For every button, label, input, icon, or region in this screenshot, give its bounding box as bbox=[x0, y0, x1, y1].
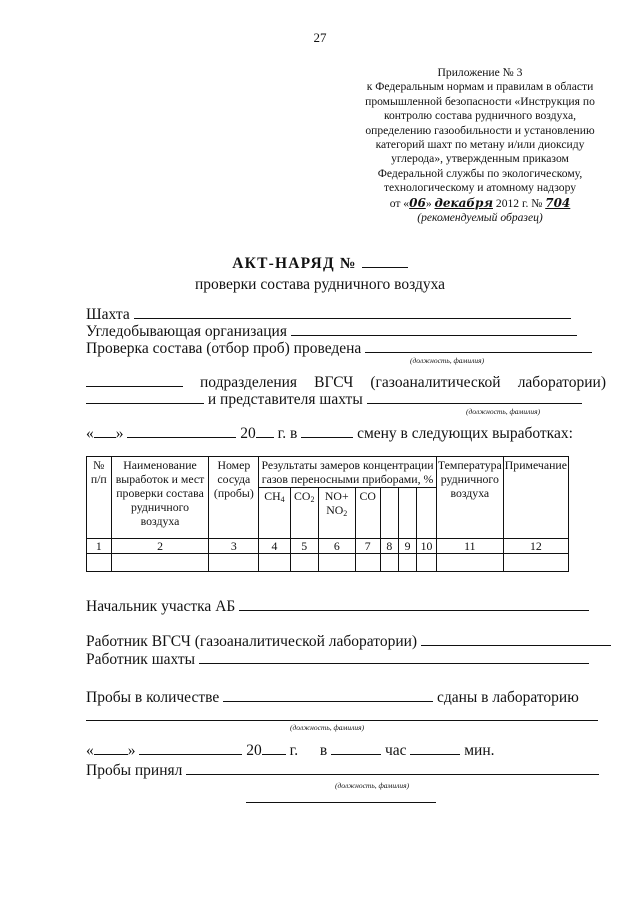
day-blank[interactable] bbox=[94, 425, 116, 438]
appendix-line: промышленной безопасности «Инструкция по bbox=[365, 94, 595, 108]
measurements-table bbox=[86, 456, 569, 572]
mine-worker-blank[interactable] bbox=[199, 651, 589, 664]
company-field: Угледобывающая организация bbox=[86, 323, 577, 341]
order-date-line: от «06» декабря 2012 г. № 704 bbox=[389, 195, 571, 210]
header-empty-9 bbox=[398, 488, 416, 539]
chief-field: Начальник участка АБ bbox=[86, 598, 589, 616]
document-subtitle: проверки состава рудничного воздуха bbox=[194, 276, 446, 293]
appendix-line: технологическому и атомному надзору bbox=[383, 181, 577, 195]
table-cell[interactable] bbox=[111, 554, 209, 572]
appendix-header bbox=[345, 66, 615, 225]
column-number: 11 bbox=[436, 539, 503, 554]
header-empty-10 bbox=[417, 488, 437, 539]
check-blank[interactable] bbox=[365, 340, 592, 353]
month-blank[interactable] bbox=[127, 425, 236, 438]
table-cell[interactable] bbox=[436, 554, 503, 572]
hour-blank[interactable] bbox=[331, 742, 381, 755]
vgsch-worker-field: Работник ВГСЧ (газоаналитической лаборатории) bbox=[86, 633, 611, 651]
column-number: 6 bbox=[318, 539, 355, 554]
column-number: 4 bbox=[259, 539, 290, 554]
table-cell[interactable] bbox=[355, 554, 380, 572]
position-name-caption: (должность, фамилия) bbox=[466, 407, 541, 416]
column-number: 5 bbox=[290, 539, 318, 554]
column-number-row bbox=[87, 539, 569, 554]
table-cell[interactable] bbox=[503, 554, 568, 572]
vgsch-worker-blank[interactable] bbox=[421, 633, 611, 646]
position-name-caption: (должность, фамилия) bbox=[335, 781, 410, 790]
accepted-by-blank[interactable] bbox=[186, 762, 599, 775]
table-row bbox=[87, 554, 569, 572]
header-co2: $CO_2$ bbox=[290, 488, 318, 539]
column-number: 3 bbox=[209, 539, 259, 554]
mine-rep-blank[interactable] bbox=[367, 391, 582, 404]
appendix-line: Федеральной службы по экологическому, bbox=[377, 166, 583, 180]
appendix-line: Приложение № 3 bbox=[437, 66, 523, 79]
month-blank[interactable] bbox=[139, 742, 242, 755]
year-blank[interactable] bbox=[256, 425, 274, 438]
header-results: Результаты замеров концентрации газов переносными приборами, % bbox=[259, 457, 437, 488]
shift-blank[interactable] bbox=[301, 425, 353, 438]
column-number: 9 bbox=[398, 539, 416, 554]
table-cell[interactable] bbox=[380, 554, 398, 572]
year-blank[interactable] bbox=[262, 742, 286, 755]
recommended-sample-note: (рекомендуемый образец) bbox=[417, 211, 543, 225]
handwritten-day: 06 bbox=[409, 195, 426, 210]
page-number: 27 bbox=[313, 30, 327, 45]
division-blank-2[interactable] bbox=[86, 391, 204, 404]
header-co: CO bbox=[355, 488, 380, 539]
header-no-no2: NO+ $NO_2$ bbox=[318, 488, 355, 539]
position-name-caption: (должность, фамилия) bbox=[290, 723, 365, 732]
table-cell[interactable] bbox=[87, 554, 112, 572]
table-cell[interactable] bbox=[318, 554, 355, 572]
appendix-line: контролю состава рудничного воздуха, bbox=[383, 109, 577, 123]
appendix-line: определению газообильности и установлению bbox=[365, 123, 595, 137]
division-field: подразделения ВГСЧ (газоаналитической лаборатории) bbox=[86, 374, 606, 392]
company-blank[interactable] bbox=[291, 323, 577, 336]
check-field: Проверка состава (отбор проб) проведена bbox=[86, 340, 592, 358]
header-empty-8 bbox=[380, 488, 398, 539]
division-blank[interactable] bbox=[86, 374, 183, 387]
acceptance-date-field: « » 20 г. в час мин. bbox=[86, 742, 495, 759]
date-shift-field: « » 20 г. в смену в следующих выработках: bbox=[86, 425, 573, 442]
header-note: Примечание bbox=[503, 457, 568, 539]
mine-rep-field: и представителя шахты bbox=[86, 391, 582, 409]
samples-count-blank[interactable] bbox=[223, 689, 433, 702]
appendix-line: категорий шахт по метану и/или диоксиду bbox=[375, 138, 585, 152]
table-cell[interactable] bbox=[417, 554, 437, 572]
table-cell[interactable] bbox=[290, 554, 318, 572]
minute-blank[interactable] bbox=[410, 742, 460, 755]
column-number: 12 bbox=[503, 539, 568, 554]
day-blank[interactable] bbox=[94, 742, 128, 755]
act-number-blank[interactable] bbox=[362, 255, 408, 268]
header-ch4: $CH_4$ bbox=[259, 488, 290, 539]
table-cell[interactable] bbox=[398, 554, 416, 572]
handwritten-order-number: 704 bbox=[545, 195, 571, 210]
mine-worker-field: Работник шахты bbox=[86, 651, 589, 669]
samples-field: Пробы в количестве сданы в лабораторию bbox=[86, 689, 579, 706]
table-cell[interactable] bbox=[259, 554, 290, 572]
header-num: № п/п bbox=[87, 457, 112, 539]
column-number: 7 bbox=[355, 539, 380, 554]
signature-rule[interactable] bbox=[246, 802, 436, 803]
column-number: 10 bbox=[417, 539, 437, 554]
position-name-caption: (должность, фамилия) bbox=[410, 356, 485, 365]
column-number: 1 bbox=[87, 539, 112, 554]
mine-field: Шахта bbox=[86, 306, 571, 324]
column-number: 2 bbox=[111, 539, 209, 554]
column-number: 8 bbox=[380, 539, 398, 554]
appendix-line: к Федеральным нормам и правилам в области bbox=[366, 80, 594, 94]
table-cell[interactable] bbox=[209, 554, 259, 572]
appendix-line: углерода», утвержденным приказом bbox=[391, 152, 569, 166]
header-vessel: Номер сосуда (пробы) bbox=[209, 457, 259, 539]
handwritten-month: декабря bbox=[434, 195, 493, 210]
mine-blank[interactable] bbox=[134, 306, 571, 319]
document-title: АКТ-НАРЯД № bbox=[0, 255, 640, 273]
header-temperature: Температура рудничного воздуха bbox=[436, 457, 503, 539]
position-rule-1[interactable] bbox=[86, 720, 598, 721]
accepted-by-field: Пробы принял bbox=[86, 762, 599, 780]
chief-blank[interactable] bbox=[239, 598, 589, 611]
header-name: Наименование выработок и мест проверки состава рудничного воздуха bbox=[111, 457, 209, 539]
